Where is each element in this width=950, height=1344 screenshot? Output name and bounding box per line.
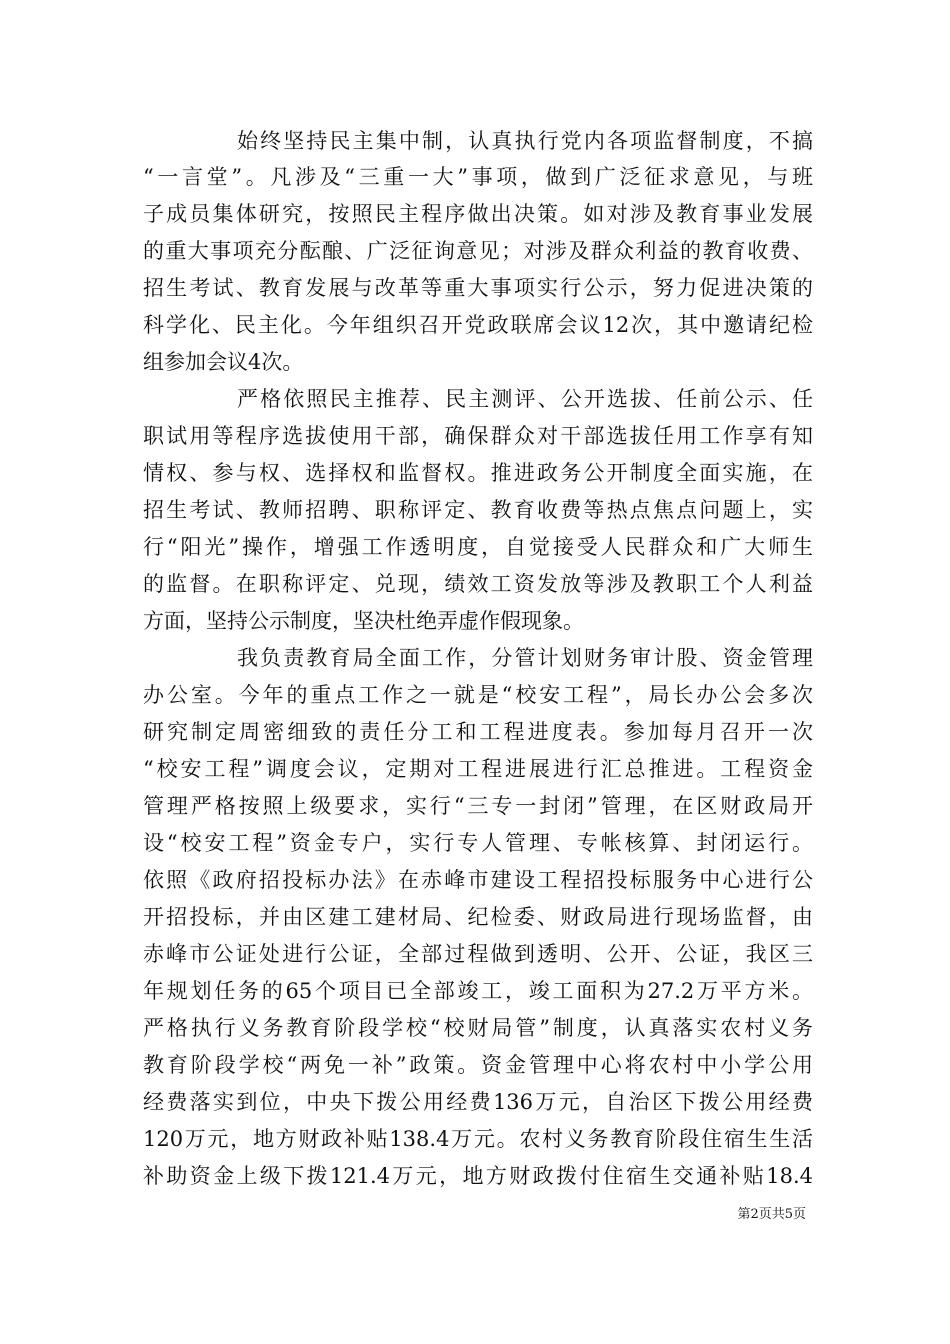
paragraph-2-line-1: 严格依照民主推荐、民主测评、公开选拔、任前公示、任 <box>237 387 813 411</box>
paragraph-3-line-10: 年规划任务的65个项目已全部竣工，竣工面积为27.2万平方米。 <box>143 979 813 1003</box>
paragraph-3-line-9: 赤峰市公证处进行公证，全部过程做到透明、公开、公证，我区三 <box>143 942 813 966</box>
paragraph-2-line-7: 方面，坚持公示制度，坚决杜绝弄虚作假现象。 <box>143 609 584 633</box>
paragraph-1-line-1: 始终坚持民主集中制，认真执行党内各项监督制度，不搞 <box>237 129 813 153</box>
paragraph-3-line-1: 我负责教育局全面工作，分管计划财务审计股、资金管理 <box>237 646 813 670</box>
paragraph-3-line-8: 开招投标，并由区建工建材局、纪检委、财政局进行现场监督，由 <box>143 905 813 929</box>
paragraph-3-line-15: 补助资金上级下拨121.4万元，地方财政拨付住宿生交通补贴18.4 <box>143 1164 813 1188</box>
paragraph-3-line-7: 依照《政府招投标办法》在赤峰市建设工程招投标服务中心进行公 <box>143 868 813 892</box>
paragraph-1-line-5: 招生考试、教育发展与改革等重大事项实行公示，努力促进决策的 <box>143 276 813 300</box>
paragraph-3-line-4: “校安工程”调度会议，定期对工程进展进行汇总推进。工程资金 <box>143 757 813 781</box>
paragraph-2-line-5: 行“阳光”操作，增强工作透明度，自觉接受人民群众和广大师生 <box>143 535 813 559</box>
paragraph-2-line-4: 招生考试、教师招聘、职称评定、教育收费等热点焦点问题上，实 <box>143 498 813 522</box>
paragraph-2-line-2: 职试用等程序选拔使用干部，确保群众对干部选拔任用工作享有知 <box>143 424 813 448</box>
paragraph-3-line-11: 严格执行义务教育阶段学校“校财局管”制度，认真落实农村义务 <box>143 1016 813 1040</box>
paragraph-3-line-5: 管理严格按照上级要求，实行“三专一封闭”管理，在区财政局开 <box>143 794 813 818</box>
paragraph-2-line-6: 的监督。在职称评定、兑现，绩效工资发放等涉及教职工个人利益 <box>143 572 813 596</box>
paragraph-3-line-3: 研究制定周密细致的责任分工和工程进度表。参加每月召开一次 <box>143 720 813 744</box>
paragraph-1-line-7: 组参加会议4次。 <box>143 350 304 374</box>
paragraph-3-line-14: 120万元，地方财政补贴138.4万元。农村义务教育阶段住宿生生活 <box>143 1127 813 1151</box>
paragraph-2-line-3: 情权、参与权、选择权和监督权。推进政务公开制度全面实施，在 <box>143 461 813 485</box>
paragraph-3-line-2: 办公室。今年的重点工作之一就是“校安工程”，局长办公会多次 <box>143 683 813 707</box>
paragraph-3-line-13: 经费落实到位，中央下拨公用经费136万元，自治区下拨公用经费 <box>143 1090 813 1114</box>
paragraph-1-line-2: “一言堂”。凡涉及“三重一大”事项，做到广泛征求意见，与班 <box>143 165 813 189</box>
paragraph-1-line-4: 的重大事项充分酝酿、广泛征询意见；对涉及群众利益的教育收费、 <box>143 239 813 263</box>
paragraph-1-line-6: 科学化、民主化。今年组织召开党政联席会议12次，其中邀请纪检 <box>143 313 813 337</box>
page-number: 第2页共5页 <box>737 1207 806 1222</box>
paragraph-3-line-6: 设“校安工程”资金专户，实行专人管理、专帐核算、封闭运行。 <box>143 831 813 855</box>
paragraph-1-line-3: 子成员集体研究，按照民主程序做出决策。如对涉及教育事业发展 <box>143 202 813 226</box>
paragraph-3-line-12: 教育阶段学校“两免一补”政策。资金管理中心将农村中小学公用 <box>143 1053 813 1077</box>
